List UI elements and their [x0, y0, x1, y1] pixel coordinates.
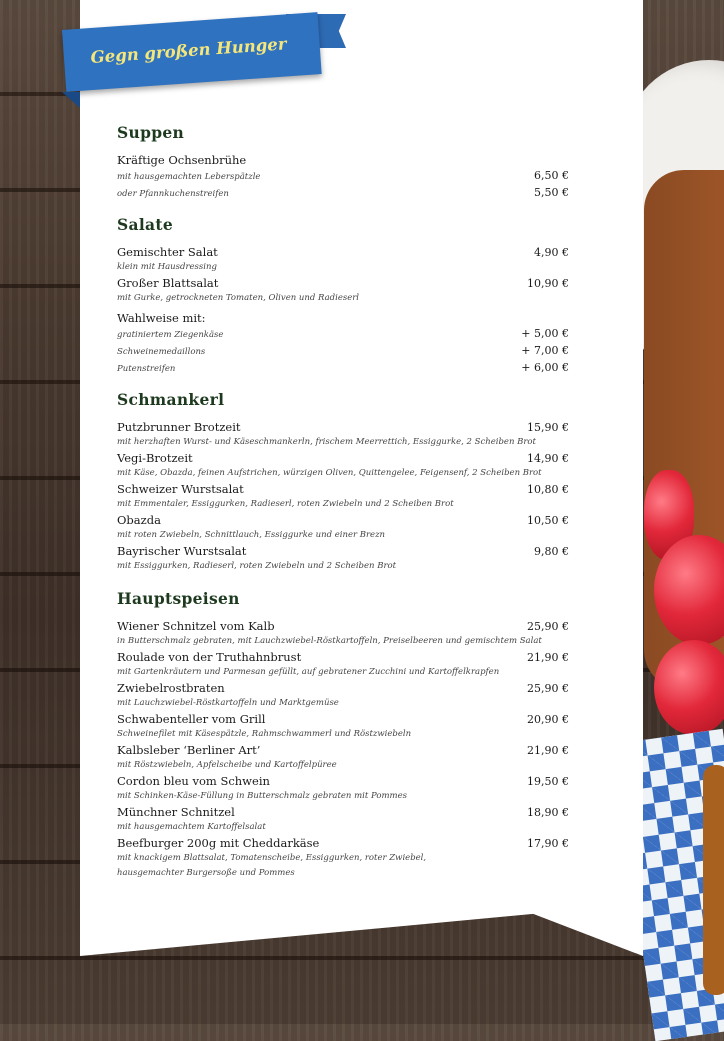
menu-item-option: [117, 326, 569, 343]
menu-item: [117, 275, 569, 291]
menu-item-desc: hausgemachter Burgersoße und Pommes: [117, 868, 295, 878]
menu-item-price: 5,50 €: [534, 186, 569, 199]
menu-item-desc: mit Lauchzwiebel-Röstkartoffeln und Marktgemüse: [117, 698, 339, 708]
menu-item-price: 19,50 €: [527, 775, 569, 788]
section-schmankerl: [117, 389, 569, 574]
menu-item-price: 20,90 €: [527, 713, 569, 726]
menu-item-name: Wiener Schnitzel vom Kalb: [117, 619, 275, 633]
menu-item-name: Putzbrunner Brotzeit: [117, 420, 241, 434]
menu-item-name: Kalbsleber ‘Berliner Art’: [117, 743, 261, 757]
menu-item-price: 14,90 €: [527, 452, 569, 465]
menu-item-name: Cordon bleu vom Schwein: [117, 774, 270, 788]
menu-item-option: [117, 185, 569, 202]
banner-fold: [62, 92, 80, 108]
menu-item-price: 17,90 €: [527, 837, 569, 850]
menu-item-desc: mit Gartenkräutern und Parmesan gefüllt, auf gebratener Zucchini und Kartoffelkrapfen: [117, 667, 500, 677]
section-title: Suppen: [117, 123, 185, 142]
menu-item-price: + 6,00 €: [521, 361, 569, 374]
menu-item-price: + 7,00 €: [521, 344, 569, 357]
menu-item-name: Beefburger 200g mit Cheddarkäse: [117, 836, 320, 850]
menu-item-price: 9,80 €: [534, 545, 569, 558]
menu-item: [117, 649, 569, 665]
menu-item-desc: mit Schinken-Käse-Füllung in Butterschmalz gebraten mit Pommes: [117, 791, 407, 801]
menu-item-price: 10,80 €: [527, 483, 569, 496]
section-title: Schmankerl: [117, 390, 225, 409]
menu-item-name: Kräftige Ochsenbrühe: [117, 153, 247, 167]
menu-item-desc: mit hausgemachten Leberspätzle: [117, 172, 261, 182]
menu-item-option: [117, 360, 569, 377]
menu-item: [117, 618, 569, 634]
menu-item-desc: klein mit Hausdressing: [117, 262, 217, 272]
menu-item-option: [117, 168, 569, 185]
menu-item: [117, 512, 569, 528]
menu-item: [117, 450, 569, 466]
menu-item-name: Schweizer Wurstsalat: [117, 482, 244, 496]
menu-item: [117, 481, 569, 497]
menu-item-price: 25,90 €: [527, 682, 569, 695]
section-salate: [117, 214, 569, 377]
section-title: Hauptspeisen: [117, 589, 240, 608]
menu-item-desc: mit Gurke, getrockneten Tomaten, Oliven und Radieserl: [117, 293, 360, 303]
menu-item-price: + 5,00 €: [521, 327, 569, 340]
menu-item: [117, 804, 569, 820]
background-radish: [654, 640, 724, 735]
menu-item-price: 10,50 €: [527, 514, 569, 527]
menu-item: [117, 711, 569, 727]
menu-item-name: Bayrischer Wurstsalat: [117, 544, 247, 558]
menu-item-desc: mit Käse, Obazda, feinen Aufstrichen, würzigen Oliven, Quittengelee, Feigensenf, 2 Scheiben Brot: [117, 468, 542, 478]
background-pretzel: [703, 765, 724, 995]
menu-item-name: Wahlweise mit:: [117, 311, 206, 325]
menu-item: [117, 543, 569, 559]
menu-item-desc: mit Röstzwiebeln, Apfelscheibe und Kartoffelpüree: [117, 760, 337, 770]
menu-item: [117, 773, 569, 789]
menu-item-price: 21,90 €: [527, 651, 569, 664]
menu-item-desc: mit roten Zwiebeln, Schnittlauch, Essiggurke und einer Brezn: [117, 530, 386, 540]
menu-item-desc: oder Pfannkuchenstreifen: [117, 189, 229, 199]
menu-item-name: Schwabenteller vom Grill: [117, 712, 266, 726]
menu-item-name: Großer Blattsalat: [117, 276, 219, 290]
menu-item-desc: Putenstreifen: [117, 364, 176, 374]
menu-content: [117, 122, 569, 881]
menu-item-price: 21,90 €: [527, 744, 569, 757]
menu-item-price: 6,50 €: [534, 169, 569, 182]
menu-item-price: 4,90 €: [534, 246, 569, 259]
menu-item-desc: mit herzhaften Wurst- und Käseschmankerln, frischem Meerrettich, Essiggurke, 2 Scheiben Brot: [117, 437, 536, 447]
menu-item-desc: mit hausgemachtem Kartoffelsalat: [117, 822, 266, 832]
menu-item-price: 15,90 €: [527, 421, 569, 434]
menu-item-desc: gratiniertem Ziegenkäse: [117, 330, 224, 340]
menu-item-name: Zwiebelrostbraten: [117, 681, 225, 695]
menu-item-desc: mit Essiggurken, Radieserl, roten Zwiebeln und 2 Scheiben Brot: [117, 561, 397, 571]
menu-item-price: 10,90 €: [527, 277, 569, 290]
menu-item-desc: mit knackigem Blattsalat, Tomatenscheibe, Essiggurken, roter Zwiebel,: [117, 853, 427, 863]
banner-title: Gegn großen Hunger: [90, 34, 288, 67]
menu-item-desc: Schweinemedaillons: [117, 347, 206, 357]
menu-item-desc: mit Emmentaler, Essiggurken, Radieserl, roten Zwiebeln und 2 Scheiben Brot: [117, 499, 454, 509]
section-hauptspeisen: [117, 588, 569, 881]
menu-item-option: [117, 343, 569, 360]
section-title: Salate: [117, 215, 173, 234]
menu-item-desc: in Butterschmalz gebraten, mit Lauchzwiebel-Röstkartoffeln, Preiselbeeren und gemischtem Salat: [117, 636, 542, 646]
menu-item: [117, 419, 569, 435]
menu-item: [117, 680, 569, 696]
menu-item-price: 25,90 €: [527, 620, 569, 633]
menu-item: [117, 742, 569, 758]
menu-item-name: Obazda: [117, 513, 161, 527]
menu-item-name: Münchner Schnitzel: [117, 805, 235, 819]
menu-item-name: Roulade von der Truthahnbrust: [117, 650, 302, 664]
menu-item-name: Gemischter Salat: [117, 245, 218, 259]
menu-item-price: 18,90 €: [527, 806, 569, 819]
section-suppen: [117, 122, 569, 202]
menu-item-name: Vegi-Brotzeit: [117, 451, 193, 465]
menu-item: [117, 835, 569, 851]
menu-item: [117, 244, 569, 260]
menu-item-desc: Schweinefilet mit Käsespätzle, Rahmschwammerl und Röstzwiebeln: [117, 729, 412, 739]
